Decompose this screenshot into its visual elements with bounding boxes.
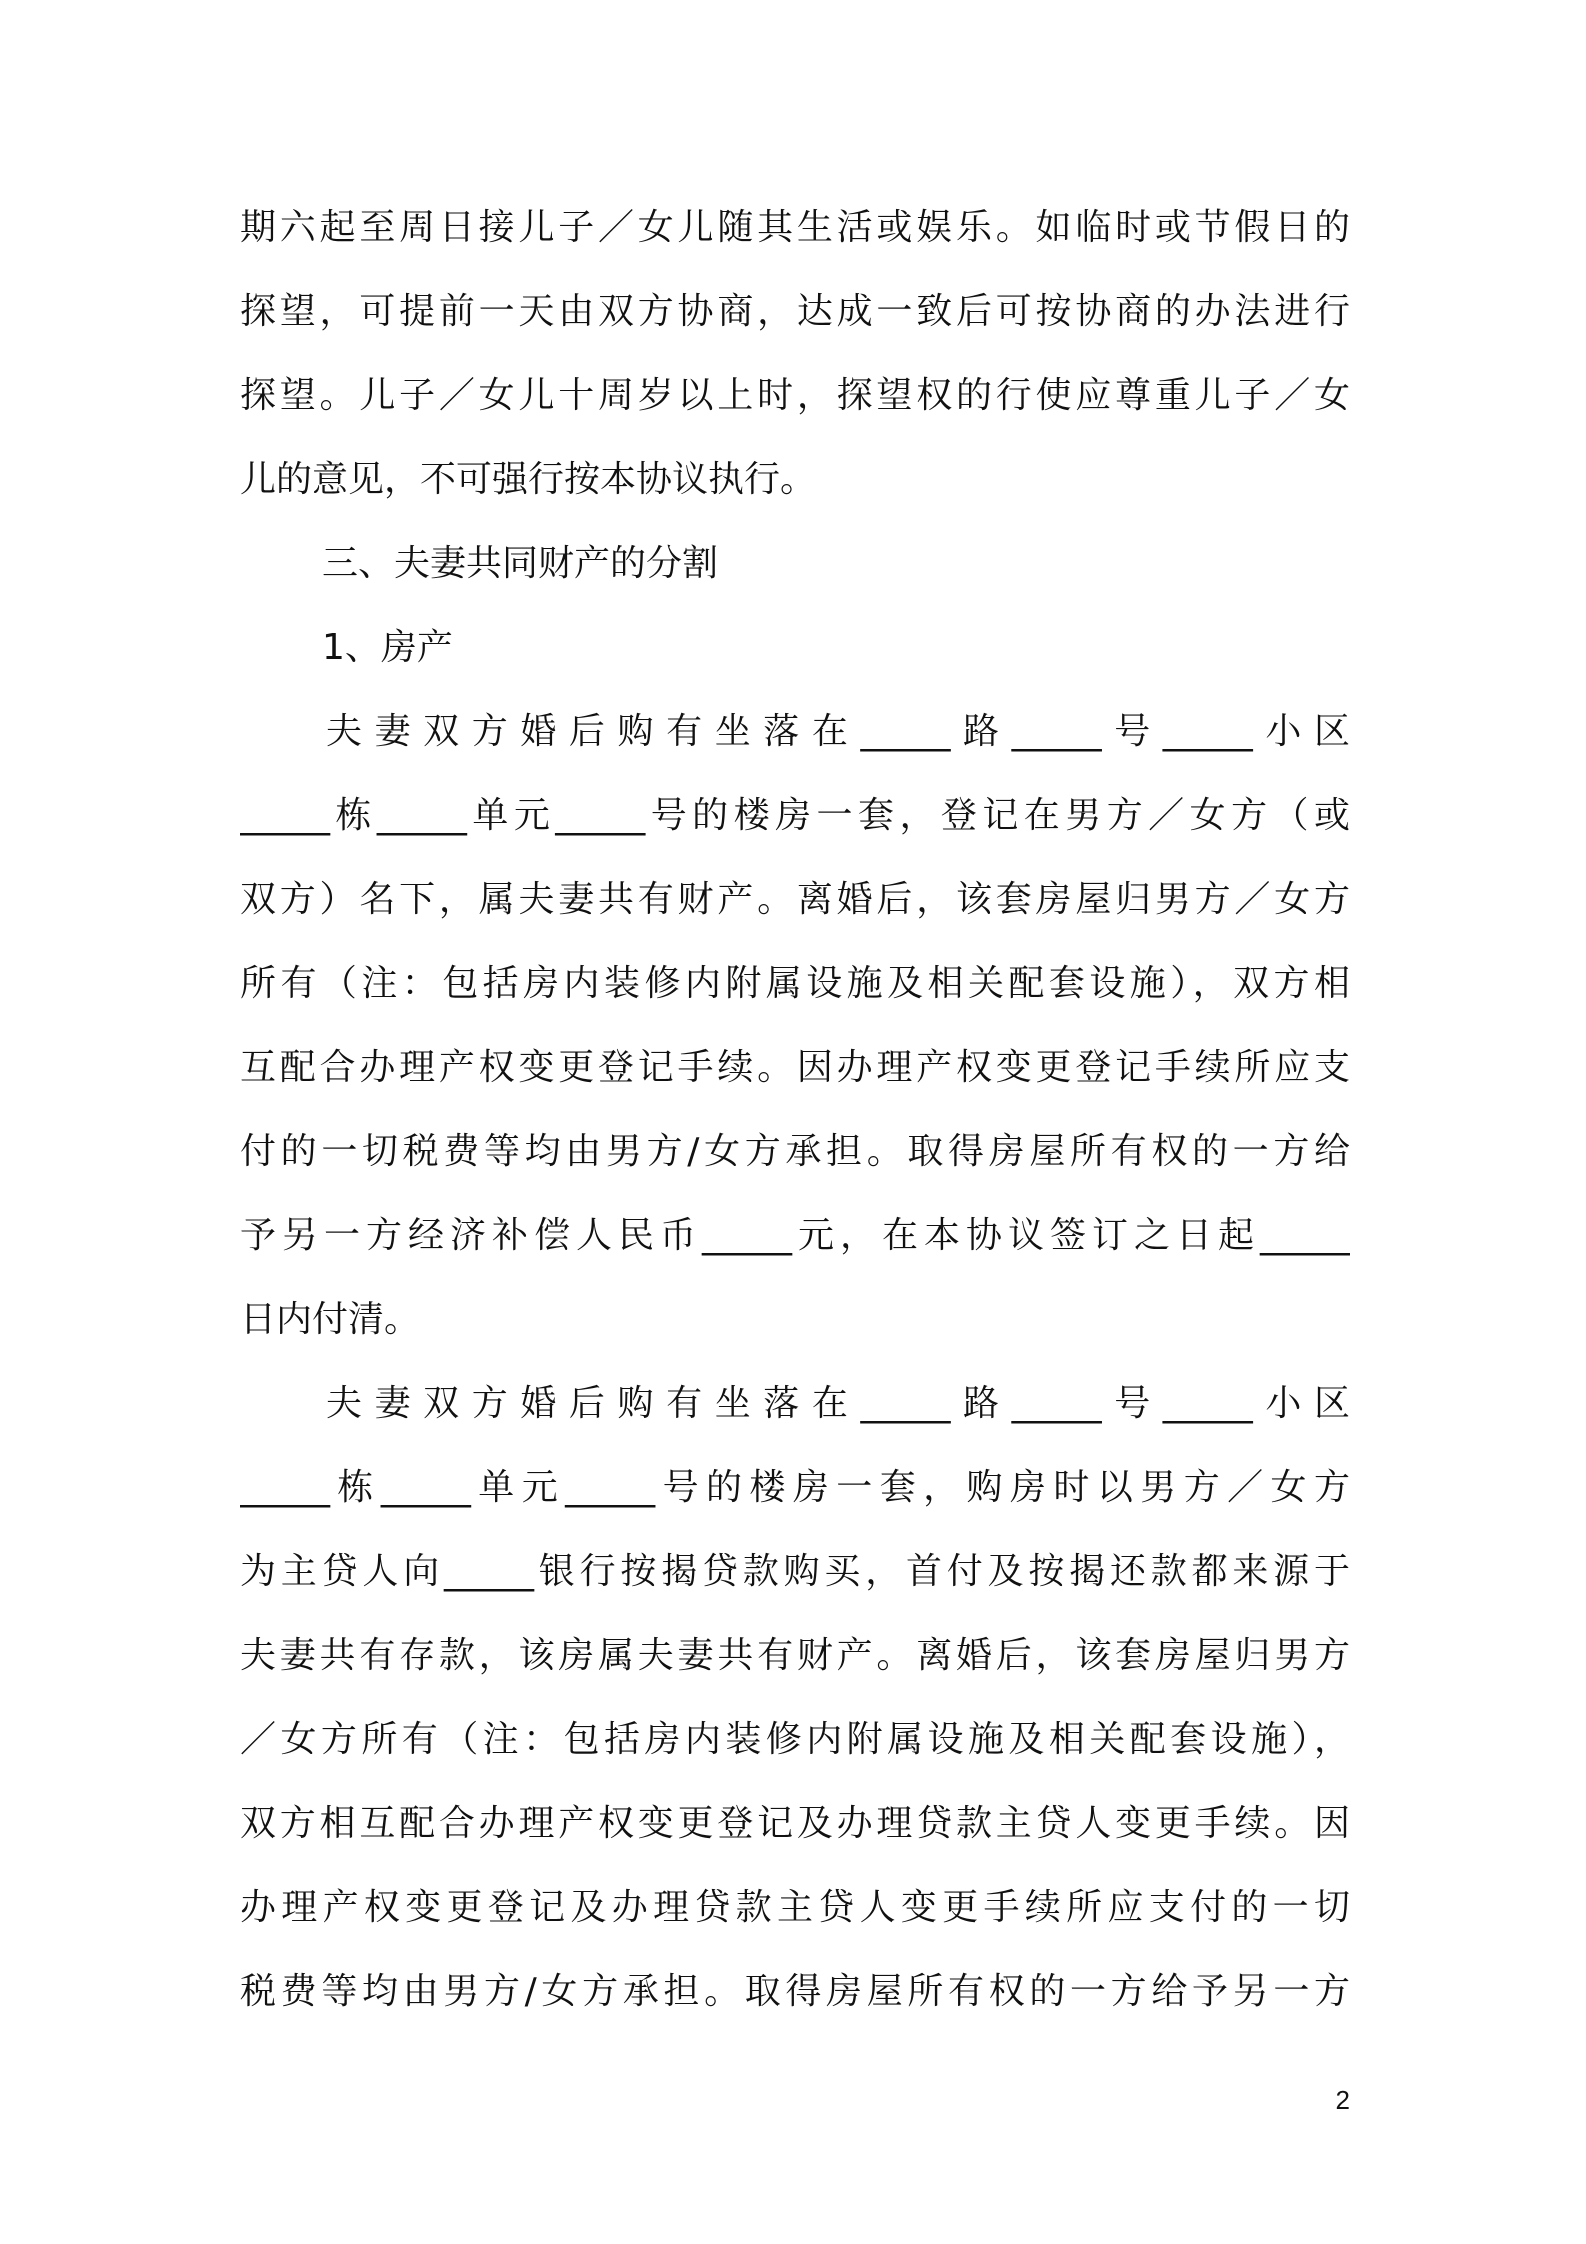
body-line: 为主贷人向_____银行按揭贷款购买，首付及按揭还款都来源于 — [240, 1551, 1350, 1592]
body-line: 探望。儿子／女儿十周岁以上时，探望权的行使应尊重儿子／女 — [240, 375, 1350, 416]
body-line: 探望，可提前一天由双方协商，达成一致后可按协商的办法进行 — [240, 291, 1350, 332]
body-line: 儿的意见，不可强行按本协议执行。 — [240, 459, 817, 500]
body-line: 税费等均由男方/女方承担。取得房屋所有权的一方给予另一方 — [240, 1971, 1350, 2012]
body-line: 双方）名下，属夫妻共有财产。离婚后，该套房屋归男方／女方 — [240, 879, 1350, 920]
subsection-heading: 1、房产 — [322, 627, 453, 668]
body-line: 所有（注：包括房内装修内附属设施及相关配套设施），双方相 — [240, 963, 1350, 1004]
body-line: 互配合办理产权变更登记手续。因办理产权变更登记手续所应支 — [240, 1047, 1350, 1088]
body-line: 办理产权变更登记及办理贷款主贷人变更手续所应支付的一切 — [240, 1887, 1350, 1928]
body-line: 日内付清。 — [240, 1299, 421, 1340]
body-line: _____栋_____单元_____号的楼房一套，购房时以男方／女方 — [240, 1467, 1350, 1508]
body-line: 予另一方经济补偿人民币_____元，在本协议签订之日起_____ — [240, 1215, 1350, 1256]
body-line: 双方相互配合办理产权变更登记及办理贷款主贷人变更手续。因 — [240, 1803, 1350, 1844]
body-line: 付的一切税费等均由男方/女方承担。取得房屋所有权的一方给 — [240, 1131, 1350, 1172]
body-line: _____栋_____单元_____号的楼房一套，登记在男方／女方（或 — [240, 795, 1350, 836]
body-line: ／女方所有（注：包括房内装修内附属设施及相关配套设施）， — [240, 1719, 1350, 1760]
section-heading: 三、夫妻共同财产的分割 — [322, 543, 719, 584]
body-line: 夫妻双方婚后购有坐落在_____路_____号_____小区 — [326, 1383, 1350, 1424]
body-line: 夫妻共有存款，该房属夫妻共有财产。离婚后，该套房屋归男方 — [240, 1635, 1350, 1676]
page-number: 2 — [1335, 2085, 1350, 2115]
body-line: 夫妻双方婚后购有坐落在_____路_____号_____小区 — [326, 711, 1350, 752]
body-line: 期六起至周日接儿子／女儿随其生活或娱乐。如临时或节假日的 — [240, 207, 1350, 248]
